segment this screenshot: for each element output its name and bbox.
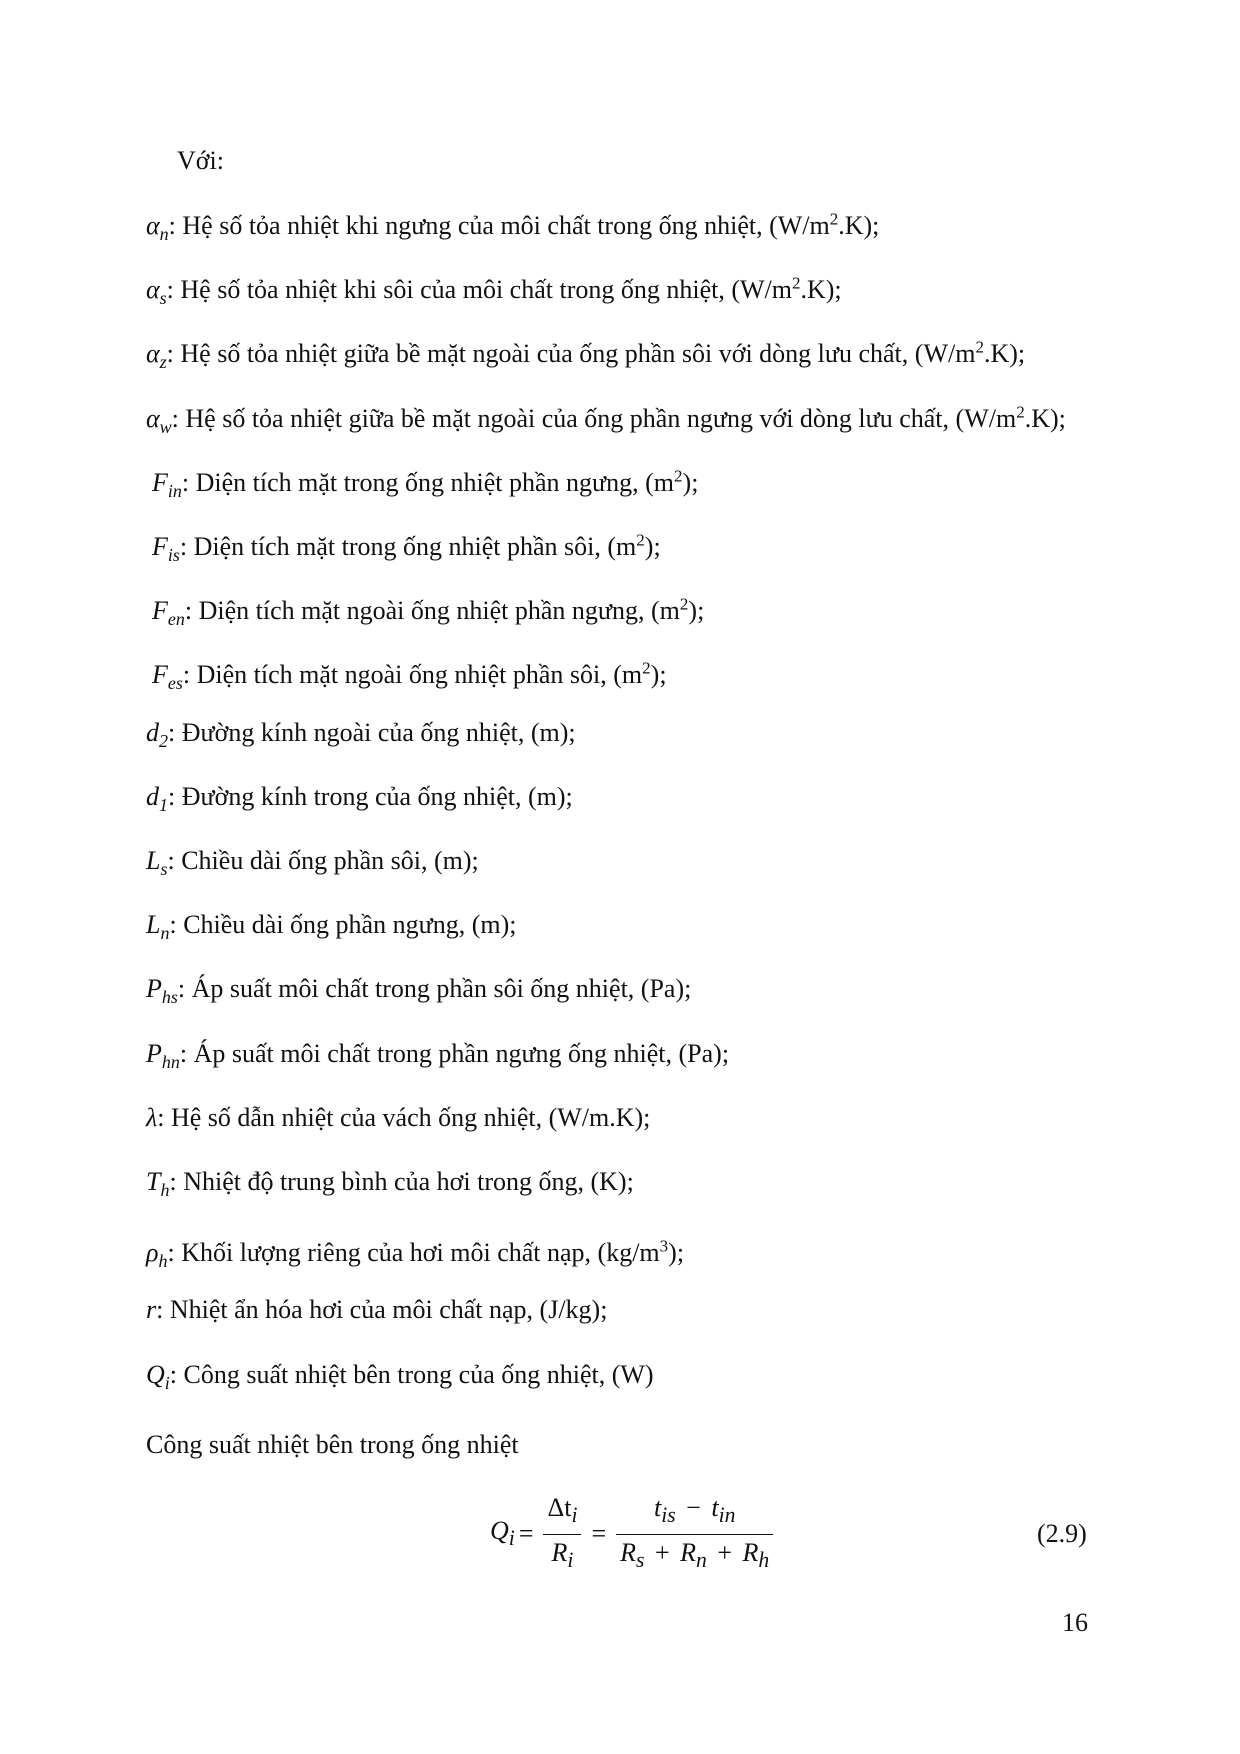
definition-symbol: $F_{in}$ [152,467,182,501]
definition-symbol: λ [146,1103,158,1132]
definition-text: : Chiều dài ống phần ngưng, (m); [169,910,517,939]
definition-symbol: $F_{is}$ [152,531,180,565]
definition-symbol: $d_1$ [146,782,168,815]
definition-item [146,203,879,250]
definition-text: : Khối lượng riêng của hơi môi chất nạp, $(kg/m^3)$; [167,1236,685,1267]
definition-text: : Hệ số tỏa nhiệt khi ngưng của môi chất trong ống nhiệt, $(W/m^2.K)$; [168,209,880,240]
definition-item [146,1359,654,1399]
definition-text: : Nhiệt ẩn hóa hơi của môi chất nạp, (J/kg); [156,1295,608,1324]
definition-item [152,460,698,507]
definition-symbol: $\alpha_n$ [146,210,169,244]
definition-symbol: r [146,1295,157,1324]
definition-item [146,331,1025,378]
definition-text: : Diện tích mặt trong ống nhiệt phần sôi, $(m^2)$; [179,530,661,561]
definition-symbol: $F_{es}$ [152,659,183,693]
definition-item [146,717,576,757]
definition-text: : Đường kính ngoài của ống nhiệt, (m); [168,718,576,747]
definition-text: : Hệ số tỏa nhiệt giữa bề mặt ngoài của ống phần sôi với dòng lưu chất, $(W/m^2.K)$; [166,337,1026,368]
definition-item [146,1166,634,1206]
definition-symbol: $L_n$ [146,910,170,943]
lead-text: Công suất nhiệt bên trong ống nhiệt [146,1430,519,1459]
definition-symbol: $F_{en}$ [152,595,185,629]
definition-item [146,1038,729,1078]
definition-text: : Diện tích mặt ngoài ống nhiệt phần ngưng, $(m^2)$; [184,594,705,625]
definition-symbol: $\rho_h$ [146,1237,168,1271]
definition-item [146,909,516,949]
equation-number: (2.9) [1037,1519,1087,1548]
definition-symbol: $L_s$ [146,846,168,879]
fraction-bar [616,1534,773,1535]
definition-text: : Hệ số tỏa nhiệt giữa bề mặt ngoài của ống phần ngưng với dòng lưu chất, $(W/m^2.K)$; [171,402,1066,433]
page-number: 16 [1062,1608,1088,1637]
definition-item [146,781,573,821]
definition-symbol: $\alpha_z$ [146,338,167,372]
equals-sign: = [518,1519,534,1548]
fraction-denominator: $R_i$ [551,1537,574,1572]
definition-text: : Áp suất môi chất trong phần ngưng ống nhiệt, (Pa); [179,1039,730,1068]
definition-text: : Đường kính trong của ống nhiệt, (m); [168,782,573,811]
definition-text: : Nhiệt độ trung bình của hơi trong ống, (K); [169,1167,634,1196]
definition-text: : Diện tích mặt trong ống nhiệt phần ngưng, $(m^2)$; [181,466,699,497]
fraction-delta-t-over-r [543,1493,581,1574]
definition-symbol: $\alpha_w$ [146,403,172,437]
definition-text: : Diện tích mặt ngoài ống nhiệt phần sôi, $(m^2)$; [182,658,667,689]
definition-symbol: $\alpha_s$ [146,274,167,308]
definition-text: : Áp suất môi chất trong phần sôi ống nhiệt, (Pa); [177,974,692,1003]
definition-symbol: $d_2$ [146,718,168,751]
definition-item [146,1294,607,1326]
fraction-numerator: $\Delta t_i$ [547,1493,578,1528]
definition-item [146,267,842,314]
fraction-temperature-over-resistance [616,1493,773,1574]
definition-item [146,973,691,1013]
definition-item [146,845,479,885]
fraction-denominator: $R_s + R_n + R_h$ [620,1537,770,1572]
definition-text: : Chiều dài ống phần sôi, (m); [167,846,479,875]
definition-text: : Hệ số dẫn nhiệt của vách ống nhiệt, (W/m.K); [157,1103,651,1132]
definition-text: : Hệ số tỏa nhiệt khi sôi của môi chất trong ống nhiệt, $(W/m^2.K)$; [166,273,842,304]
definition-item [152,588,704,635]
definition-symbol: $Q_i$ [146,1360,170,1393]
equation-2-9 [490,1494,779,1574]
definition-symbol: $T_h$ [146,1167,170,1200]
intro-label: Với: [177,146,224,175]
definition-text: : Công suất nhiệt bên trong của ống nhiệt, (W) [169,1360,654,1389]
definition-item [146,1230,684,1277]
definition-item [146,396,1066,443]
equals-sign: = [591,1519,607,1548]
definition-item [152,524,661,571]
fraction-numerator: $t_{is} - t_{in}$ [653,1493,736,1528]
equation-lhs: $Q_i$ [490,1516,515,1551]
definition-symbol: $P_{hs}$ [146,974,178,1007]
definition-symbol: $P_{hn}$ [146,1039,180,1072]
definition-item [152,652,667,699]
fraction-bar [543,1534,581,1535]
definition-item [146,1102,650,1134]
